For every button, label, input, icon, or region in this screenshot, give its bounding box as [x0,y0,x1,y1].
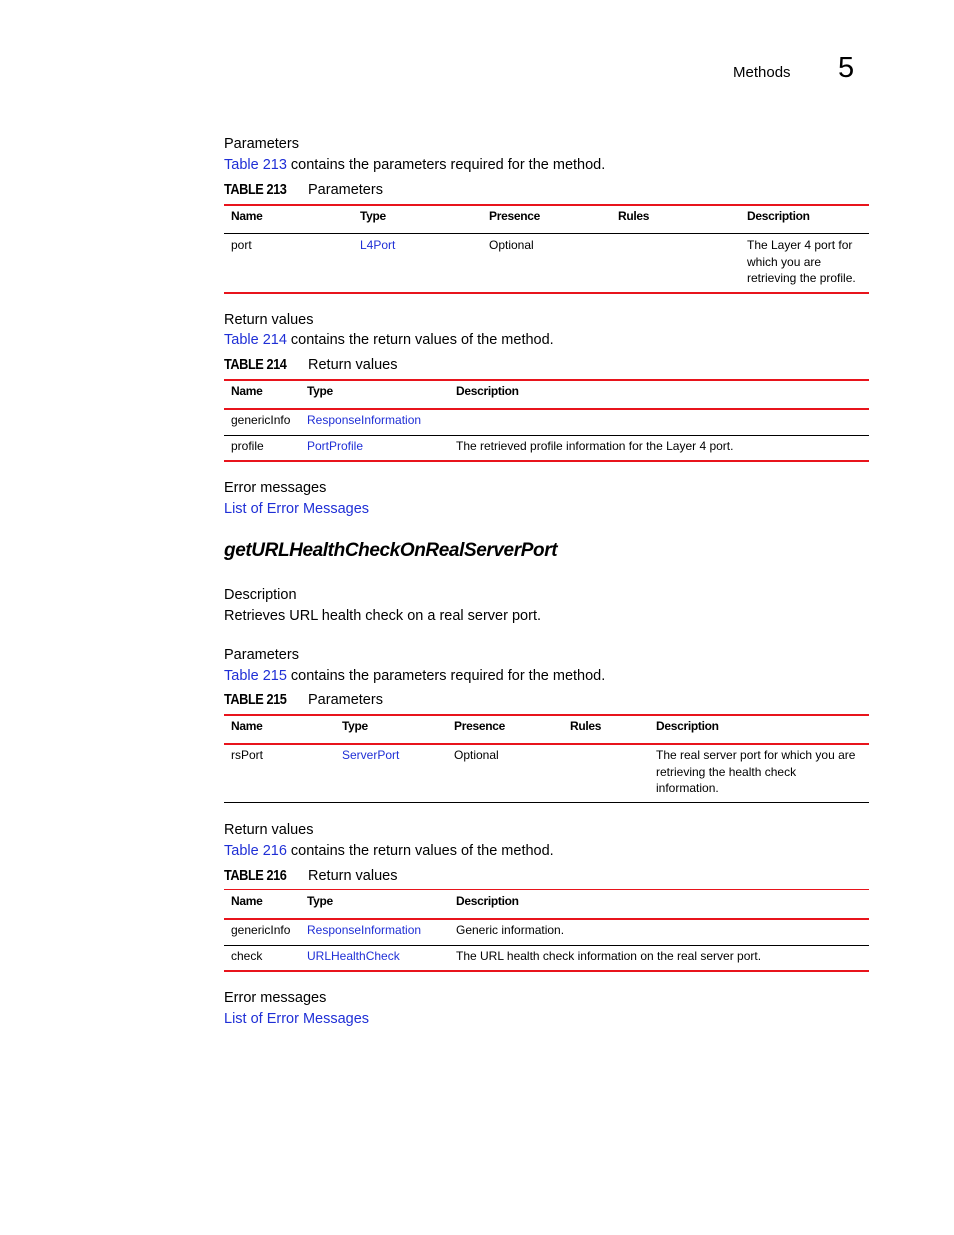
type-link[interactable]: URLHealthCheck [307,949,400,963]
table-caption-text: Parameters [308,182,383,198]
table-label: TABLE 214 [224,357,287,373]
type-link[interactable]: L4Port [360,238,396,252]
table-label: TABLE 213 [224,182,287,198]
method-title: getURLHealthCheckOnRealServerPort [224,540,558,561]
error-messages-link[interactable]: List of Error Messages [224,1011,370,1027]
table-caption-text: Parameters [308,692,383,708]
table-cell-name: check [231,949,263,963]
table-213-caption [224,182,383,198]
table-216-link[interactable]: Table 216 [224,843,287,859]
parameters-intro [224,668,605,684]
table-214 [224,379,869,463]
error-messages-link[interactable]: List of Error Messages [224,501,370,517]
table-216-caption [224,868,398,884]
column-header: Name [231,719,263,733]
running-header-title: Methods [733,64,791,81]
table-215-link[interactable]: Table 215 [224,668,287,684]
parameters-heading: Parameters [224,647,299,663]
table-cell-description: The Layer 4 port for which you are retrieving the profile. [747,238,856,285]
table-cell-description: The URL health check information on the real server port. [456,949,762,963]
description-heading: Description [224,587,297,603]
table-label: TABLE 216 [224,868,287,884]
table-cell-name: genericInfo [231,413,291,427]
table-caption-text: Return values [308,357,398,373]
error-messages-heading: Error messages [224,990,327,1006]
table-215-caption [224,692,383,708]
type-link[interactable]: PortProfile [307,439,364,453]
table-cell-presence: Optional [489,238,534,252]
table-cell-name: port [231,238,252,252]
parameters-intro [224,157,605,173]
column-header: Rules [618,209,650,223]
return-values-heading: Return values [224,312,314,328]
table-cell-description: The real server port for which you are retrieving the health check information. [656,748,856,795]
parameters-intro-text: contains the parameters required for the method. [286,668,606,684]
column-header: Rules [570,719,602,733]
return-intro-text: contains the return values of the method. [286,843,554,859]
column-header: Presence [489,209,540,223]
table-214-caption [224,357,398,373]
type-link[interactable]: ServerPort [342,748,400,762]
table-213-link[interactable]: Table 213 [224,157,287,173]
table-215 [224,714,869,805]
column-header: Description [456,384,519,398]
table-cell-name: genericInfo [231,923,291,937]
column-header: Name [231,384,263,398]
return-values-heading: Return values [224,822,314,838]
parameters-intro-text: contains the parameters required for the method. [286,157,606,173]
table-216 [224,889,868,973]
table-cell-description: The retrieved profile information for the Layer 4 port. [456,439,734,453]
table-214-link[interactable]: Table 214 [224,332,287,348]
table-cell-presence: Optional [454,748,499,762]
description-text: Retrieves URL health check on a real server port. [224,608,541,624]
table-cell-name: rsPort [231,748,264,762]
column-header: Name [231,894,263,908]
parameters-heading: Parameters [224,136,299,152]
table-cell-name: profile [231,439,264,453]
column-header: Type [307,384,333,398]
return-values-intro [224,332,554,348]
column-header: Type [360,209,386,223]
table-caption-text: Return values [308,868,398,884]
type-link[interactable]: ResponseInformation [307,413,422,427]
return-values-intro [224,843,554,859]
type-link[interactable]: ResponseInformation [307,923,422,937]
column-header: Name [231,209,263,223]
column-header: Type [307,894,333,908]
column-header: Description [456,894,519,908]
column-header: Presence [454,719,505,733]
table-cell-description: Generic information. [456,923,565,937]
table-213 [224,204,869,295]
column-header: Description [656,719,719,733]
return-intro-text: contains the return values of the method. [286,332,554,348]
chapter-number: 5 [838,52,855,84]
column-header: Type [342,719,368,733]
table-label: TABLE 215 [224,692,287,708]
column-header: Description [747,209,810,223]
error-messages-heading: Error messages [224,480,327,496]
